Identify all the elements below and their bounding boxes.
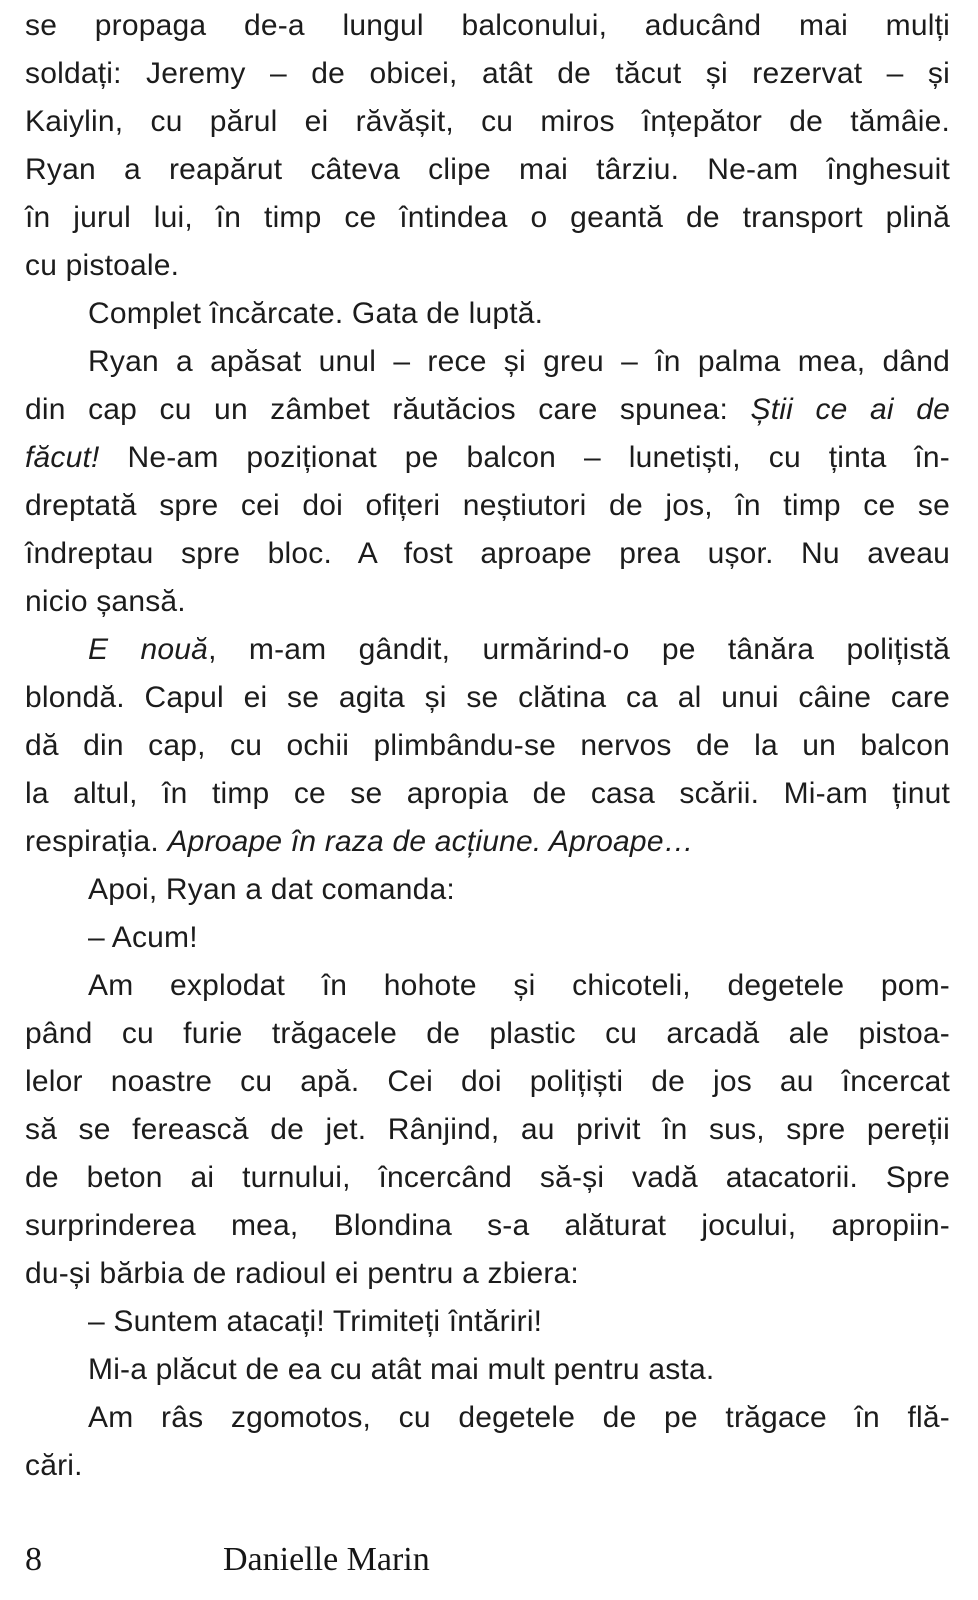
text-line [25,290,950,338]
text-run: soldați: Jeremy – de obicei, atât de tăcut și rezervat – și [25,57,950,90]
text-run: Mi-a plăcut de ea cu atât mai mult pentru asta. [88,1353,715,1386]
running-title: Danielle Marin [223,1541,430,1578]
text-run: îndreptau spre bloc. A fost aproape prea ușor. Nu aveau [25,537,950,570]
text-line [25,482,950,530]
text-line [25,1394,950,1442]
text-run: cu pistoale. [25,249,180,282]
text-run: să se ferească de jet. Rânjind, au privit în sus, spre pereții [25,1113,950,1146]
paragraph [25,338,950,626]
text-run: lelor noastre cu apă. Cei doi polițiști de jos au încercat [25,1065,950,1098]
text-run: din cap cu un zâmbet răutăcios care spunea: [25,393,751,426]
text-line [25,434,950,482]
text-run: – Acum! [88,921,198,954]
page-footer [25,1540,950,1580]
text-line [25,50,950,98]
text-line [25,1154,950,1202]
text-run: – Suntem atacați! Trimiteți întăriri! [88,1305,543,1338]
text-line [25,722,950,770]
text-run: Am explodat în hohote și chicoteli, degetele pom- [88,969,950,1002]
text-line [25,1250,950,1298]
text-run: Ryan a apăsat unul – rece și greu – în palma mea, dând [88,345,950,378]
text-run: , m-am gândit, urmărind-o pe tânăra polițistă [208,633,950,666]
text-run: Complet încărcate. Gata de luptă. [88,297,544,330]
text-line [25,1010,950,1058]
text-line [25,818,950,866]
text-run: Ne-am poziționat pe balcon – lunetiști, cu ținta în- [99,441,950,474]
page-text [25,2,950,1490]
text-line [25,2,950,50]
text-run: în jurul lui, în timp ce întindea o geantă de transport plină [25,201,950,234]
text-line [25,146,950,194]
text-line [25,1346,950,1394]
paragraph [25,1298,950,1346]
italic-text-run: făcut! [25,441,100,474]
text-line [25,1298,950,1346]
text-line [25,1442,950,1490]
text-line [25,626,950,674]
text-line [25,914,950,962]
text-run: cări. [25,1449,83,1482]
text-run: dreptată spre cei doi ofițeri neștiutori de jos, în timp ce se [25,489,950,522]
text-run: respirația. [25,825,168,858]
paragraph [25,962,950,1298]
text-line [25,1058,950,1106]
text-run: Am râs zgomotos, cu degetele de pe trăgace în flă- [88,1401,950,1434]
paragraph [25,1394,950,1490]
text-line [25,578,950,626]
text-run: pând cu furie trăgacele de plastic cu arcadă ale pistoa- [25,1017,950,1050]
text-line [25,530,950,578]
paragraph [25,290,950,338]
italic-text-run: E nouă [88,633,209,666]
text-run: Apoi, Ryan a dat comanda: [88,873,455,906]
text-run: de beton ai turnului, încercând să-și vadă atacatorii. Spre [25,1161,950,1194]
text-run: dă din cap, cu ochii plimbându-se nervos de la un balcon [25,729,950,762]
text-line [25,338,950,386]
paragraph [25,2,950,290]
text-line [25,770,950,818]
paragraph [25,1346,950,1394]
italic-text-run: Aproape în raza de acțiune. Aproape… [167,825,694,858]
text-run: surprinderea mea, Blondina s-a alăturat jocului, apropiin- [25,1209,950,1242]
text-line [25,1106,950,1154]
text-line [25,962,950,1010]
text-line [25,98,950,146]
text-run: du-și bărbia de radioul ei pentru a zbiera: [25,1257,579,1290]
italic-text-run: Știi ce ai de [750,393,950,426]
paragraph [25,866,950,914]
text-line [25,386,950,434]
text-run: Kaiylin, cu părul ei răvășit, cu miros înțepător de tămâie. [25,105,950,138]
text-run: se propaga de-a lungul balconului, aducând mai mulți [25,9,950,42]
text-run: Ryan a reapărut câteva clipe mai târziu. Ne-am înghesuit [25,153,950,186]
page-number: 8 [25,1541,42,1578]
paragraph [25,626,950,866]
text-run: nicio șansă. [25,585,186,618]
text-run: blondă. Capul ei se agita și se clătina ca al unui câine care [25,681,950,714]
text-line [25,866,950,914]
text-line [25,1202,950,1250]
text-line [25,194,950,242]
text-line [25,242,950,290]
paragraph [25,914,950,962]
text-line [25,674,950,722]
text-run: la altul, în timp ce se apropia de casa scării. Mi-am ținut [25,777,950,810]
